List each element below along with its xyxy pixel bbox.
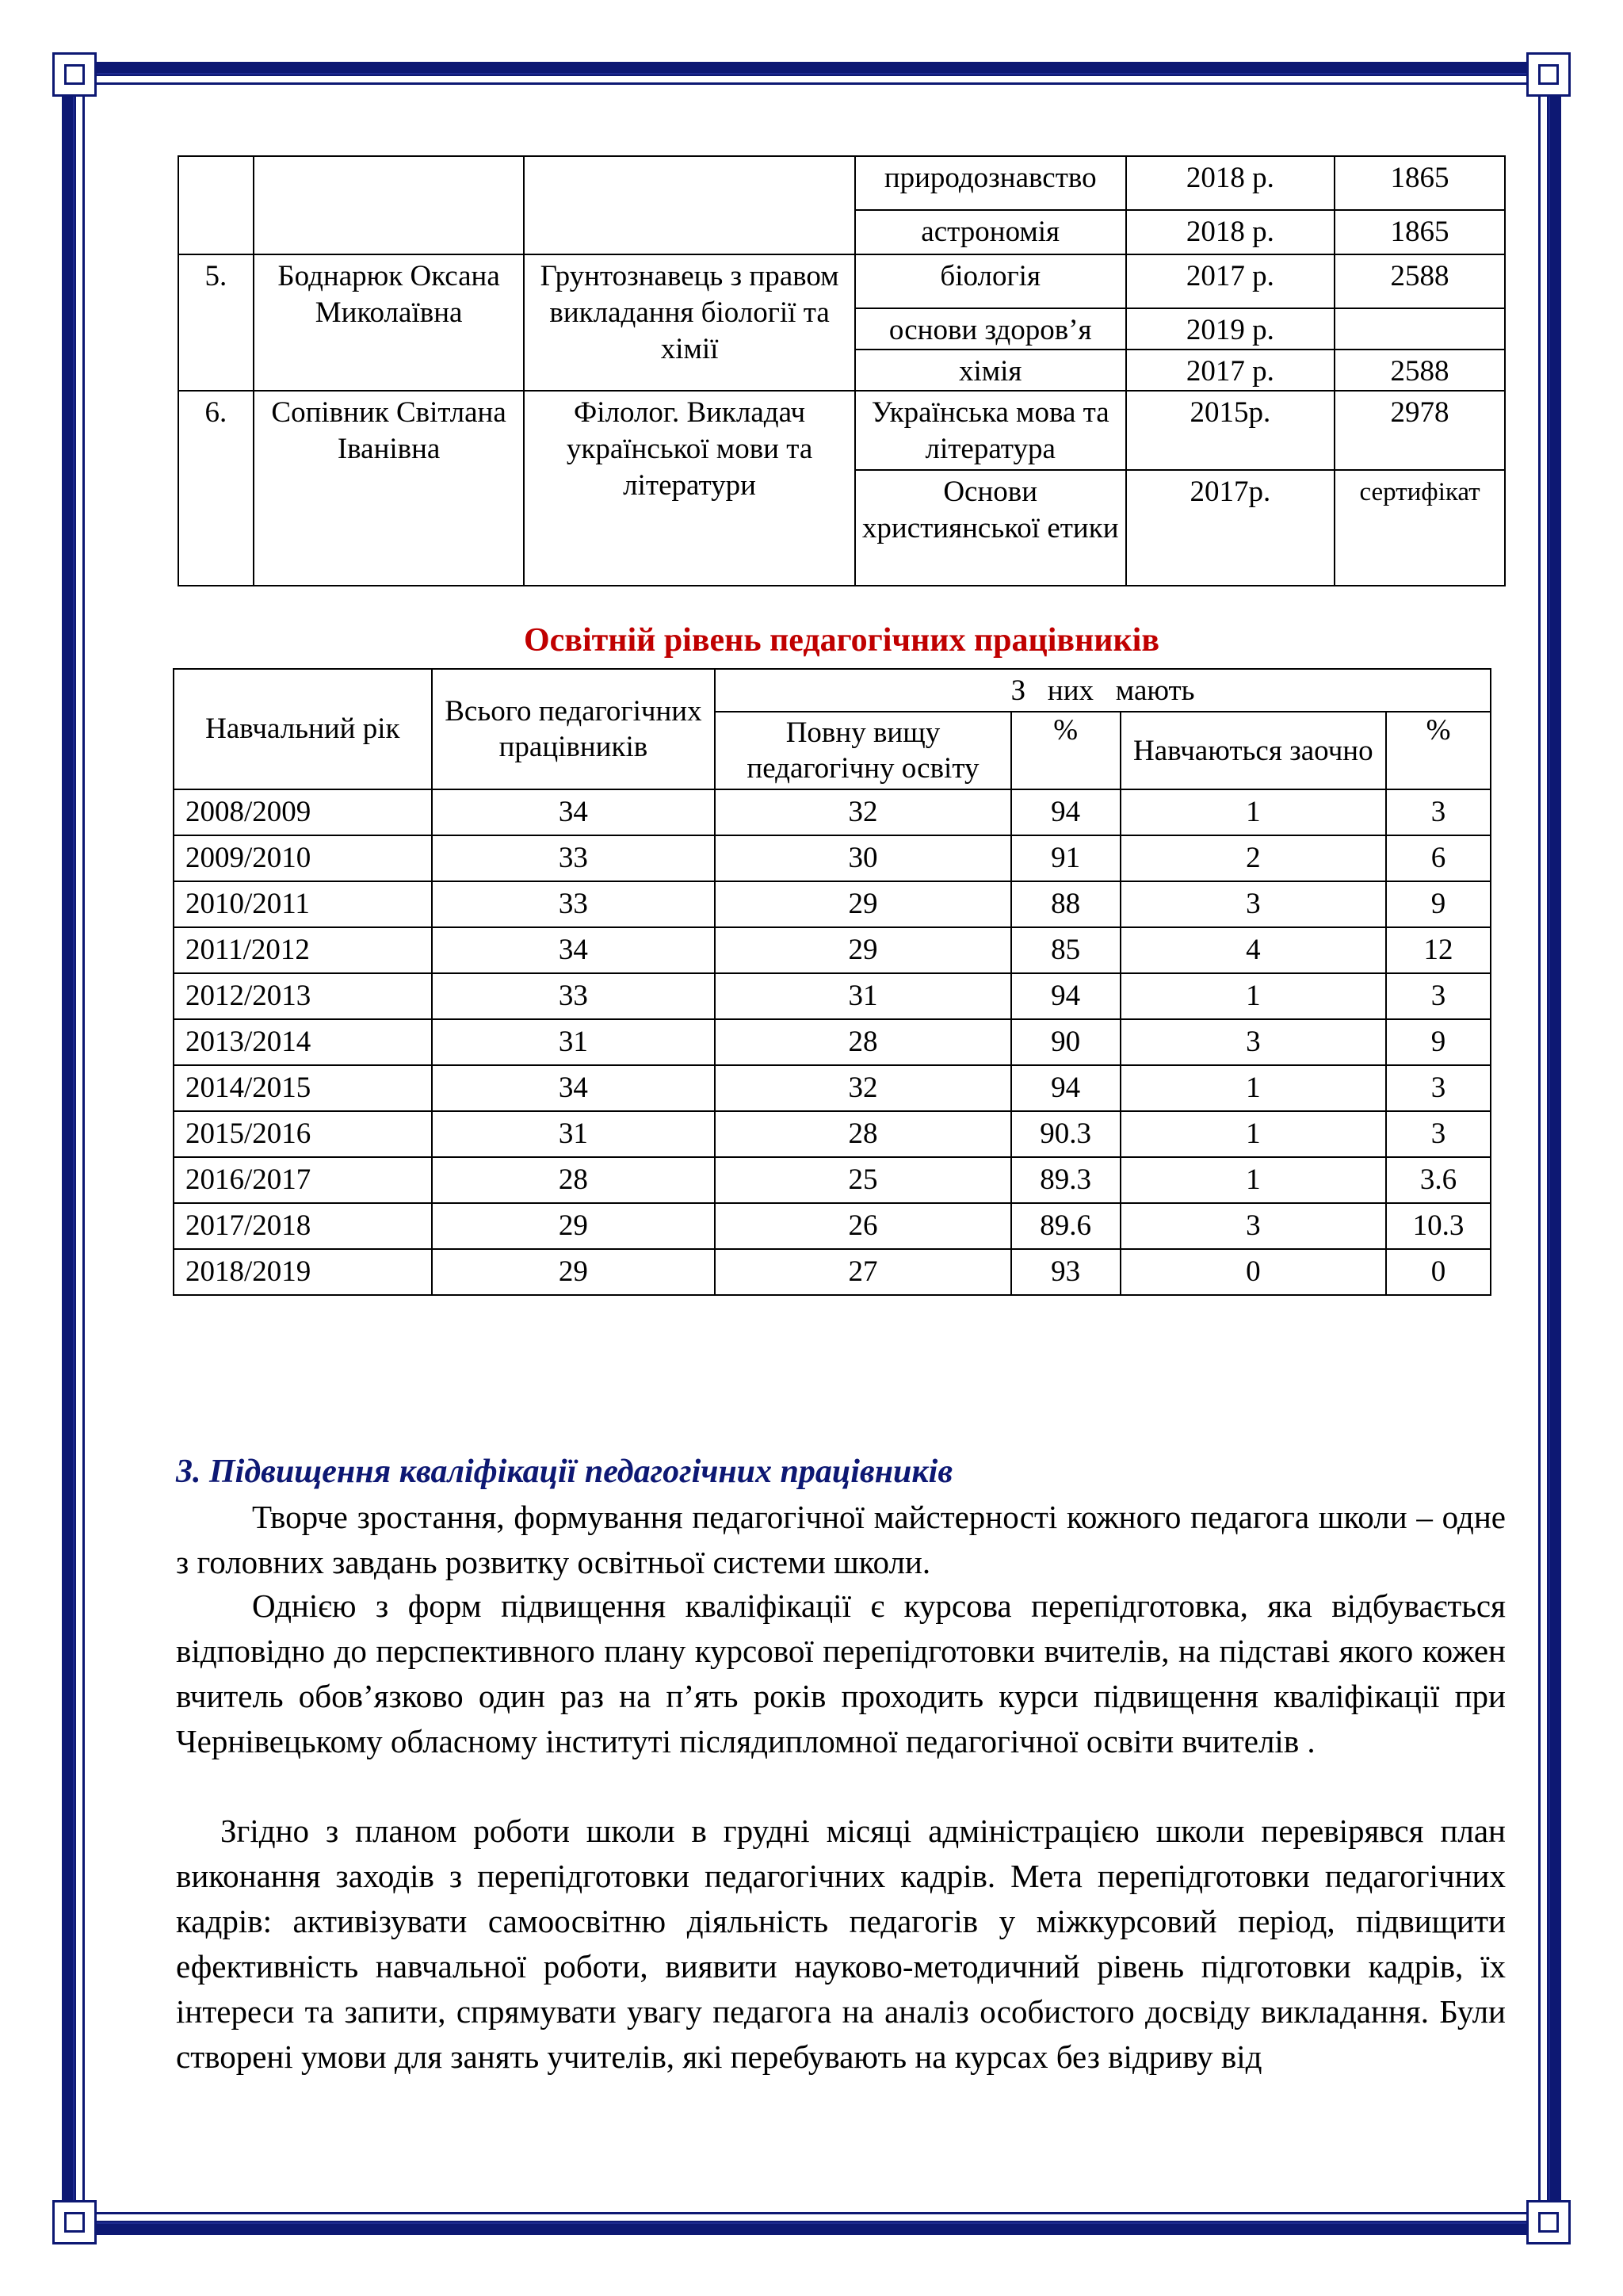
academic-year-cell: 2011/2012: [174, 927, 432, 973]
course-year: 2015р.: [1126, 391, 1335, 470]
academic-year-cell: 2016/2017: [174, 1157, 432, 1203]
table-cell: 27: [715, 1249, 1010, 1295]
table-row: [174, 1157, 1491, 1203]
certificate-number: сертифікат: [1335, 470, 1505, 586]
table-cell: 32: [715, 789, 1010, 835]
header-year: Навчальний рік: [174, 669, 432, 789]
course-subject: природознавство: [855, 156, 1126, 210]
table-cell: 33: [432, 881, 716, 927]
course-year: 2018 р.: [1126, 156, 1335, 210]
certificate-number: 2978: [1335, 391, 1505, 470]
certificate-number: 2588: [1335, 254, 1505, 308]
table-cell: 29: [432, 1249, 716, 1295]
certificate-number: 1865: [1335, 210, 1505, 254]
section-heading: 3. Підвищення кваліфікації педагогічних працівників: [176, 1454, 953, 1490]
course-subject: Українська мова та література: [855, 391, 1126, 470]
academic-year-cell: 2014/2015: [174, 1065, 432, 1111]
paragraph: Творче зростання, формування педагогічної майстерності кожного педагога школи – одне з головних завдань розвитку освітньої системи школи.: [176, 1499, 1506, 1580]
academic-year-cell: 2013/2014: [174, 1019, 432, 1065]
table-row: [174, 835, 1491, 881]
certificate-number: 1865: [1335, 156, 1505, 210]
teachers-table: [178, 155, 1506, 586]
table-cell: 34: [432, 789, 716, 835]
course-subject: астрономія: [855, 210, 1126, 254]
table-row: [174, 881, 1491, 927]
table-cell: 88: [1011, 881, 1121, 927]
header-percent: %: [1386, 712, 1491, 789]
table-row: [174, 1249, 1491, 1295]
table-cell: 3: [1386, 1111, 1491, 1157]
table-cell: 3: [1386, 789, 1491, 835]
table-cell: 0: [1121, 1249, 1387, 1295]
table-row: [178, 156, 1505, 210]
table-row: [174, 1019, 1491, 1065]
certificate-number: 2588: [1335, 350, 1505, 391]
header-distance-learning: Навчаються заочно: [1121, 712, 1387, 789]
course-year: 2017р.: [1126, 470, 1335, 586]
course-year: 2019 р.: [1126, 308, 1335, 350]
table-cell: 31: [432, 1111, 716, 1157]
table-cell: 1: [1121, 1111, 1387, 1157]
table-cell: 30: [715, 835, 1010, 881]
course-year: 2017 р.: [1126, 254, 1335, 308]
table-cell: 89.3: [1011, 1157, 1121, 1203]
course-subject: хімія: [855, 350, 1126, 391]
table-cell: 29: [715, 881, 1010, 927]
table-cell: 28: [715, 1111, 1010, 1157]
table-cell: 1: [1121, 973, 1387, 1019]
table-cell: 3: [1121, 1203, 1387, 1249]
table-cell: 25: [715, 1157, 1010, 1203]
teacher-name: Боднарюк Оксана Миколаївна: [254, 254, 525, 391]
teacher-qualification: Філолог. Викладач української мови та літератури: [524, 391, 854, 586]
table-cell: 6: [1386, 835, 1491, 881]
table-cell: 4: [1121, 927, 1387, 973]
table-cell: 1: [1121, 1157, 1387, 1203]
table-cell: 94: [1011, 973, 1121, 1019]
header-higher-education: Повну вищу педагогічну освіту: [715, 712, 1010, 789]
table-row: [174, 1065, 1491, 1111]
table-cell: 0: [1386, 1249, 1491, 1295]
table-row: [178, 254, 1505, 308]
table-cell: 31: [715, 973, 1010, 1019]
border-corner-ornament: [1526, 2200, 1571, 2244]
course-year: 2018 р.: [1126, 210, 1335, 254]
table-row: [178, 391, 1505, 470]
table-cell: 9: [1386, 1019, 1491, 1065]
table-title: Освітній рівень педагогічних працівників: [523, 622, 1160, 659]
table-cell: 34: [432, 927, 716, 973]
paragraph: Однією з форм підвищення кваліфікації є курсова перепідготовка, яка відбувається відповідно до перспективного плану курсової перепідготовки вчителів, на підставі якого кожен вчитель обов’язково один раз на п’ять років проходить курси підвищення кваліфікації при Чернівецькому обласному інституті післядипломної педагогічної освіти вчителів .: [176, 1587, 1506, 1759]
table-cell: 89.6: [1011, 1203, 1121, 1249]
header-percent: %: [1011, 712, 1121, 789]
table-cell: 12: [1386, 927, 1491, 973]
table-cell: 3: [1386, 1065, 1491, 1111]
table-cell: 26: [715, 1203, 1010, 1249]
header-total: Всього педагогічних працівників: [432, 669, 716, 789]
table-cell: 3: [1121, 1019, 1387, 1065]
table-row: [174, 789, 1491, 835]
teacher-number: 5.: [178, 254, 254, 391]
course-subject: основи здоров’я: [855, 308, 1126, 350]
teacher-name: Сопівник Світлана Іванівна: [254, 391, 525, 586]
academic-year-cell: 2018/2019: [174, 1249, 432, 1295]
table-row: [174, 1111, 1491, 1157]
teacher-name: [254, 156, 525, 254]
table-cell: 10.3: [1386, 1203, 1491, 1249]
teacher-qualification: [524, 156, 854, 254]
academic-year-cell: 2017/2018: [174, 1203, 432, 1249]
table-cell: 28: [432, 1157, 716, 1203]
academic-year-cell: 2008/2009: [174, 789, 432, 835]
header-of-them: З них мають: [715, 669, 1491, 712]
table-body: [174, 789, 1491, 1295]
table-cell: 3: [1121, 881, 1387, 927]
teacher-number: [178, 156, 254, 254]
table-row: [174, 973, 1491, 1019]
table-cell: 94: [1011, 789, 1121, 835]
table-cell: 1: [1121, 1065, 1387, 1111]
table-row: [174, 1203, 1491, 1249]
table-cell: 90: [1011, 1019, 1121, 1065]
table-cell: 9: [1386, 881, 1491, 927]
course-year: 2017 р.: [1126, 350, 1335, 391]
table-cell: 3.6: [1386, 1157, 1491, 1203]
table-cell: 34: [432, 1065, 716, 1111]
paragraph: Згідно з планом роботи школи в грудні місяці адміністрацією школи перевірявся план виконання заходів з перепідготовки педагогічних кадрів. Мета перепідготовки педагогічних кадрів: активізувати самоосвітню діяльність педагогів у міжкурсовий період, підвищити ефективність навчальної роботи, виявити науково-методичний рівень підготовки кадрів, їх інтереси та запити, спрямувати увагу педагога на аналіз особистого досвіду викладання. Були створені умови для занять учителів, які перебувають на курсах без відриву від: [176, 1813, 1506, 2075]
academic-year-cell: 2010/2011: [174, 881, 432, 927]
border-corner-ornament: [52, 52, 97, 97]
course-subject: Основи християнської етики: [855, 470, 1126, 586]
table-cell: 1: [1121, 789, 1387, 835]
border-corner-ornament: [1526, 52, 1571, 97]
table-cell: 32: [715, 1065, 1010, 1111]
table-cell: 91: [1011, 835, 1121, 881]
table-cell: 3: [1386, 973, 1491, 1019]
table-cell: 31: [432, 1019, 716, 1065]
table-cell: 93: [1011, 1249, 1121, 1295]
border-corner-ornament: [52, 2200, 97, 2244]
table-header-row: [174, 669, 1491, 712]
table-cell: 28: [715, 1019, 1010, 1065]
teacher-number: 6.: [178, 391, 254, 586]
academic-year-cell: 2015/2016: [174, 1111, 432, 1157]
table-cell: 33: [432, 835, 716, 881]
table-cell: 90.3: [1011, 1111, 1121, 1157]
table-cell: 33: [432, 973, 716, 1019]
certificate-number: [1335, 308, 1505, 350]
table-cell: 29: [715, 927, 1010, 973]
academic-year-cell: 2012/2013: [174, 973, 432, 1019]
table-cell: 94: [1011, 1065, 1121, 1111]
table-cell: 29: [432, 1203, 716, 1249]
course-subject: біологія: [855, 254, 1126, 308]
academic-year-cell: 2009/2010: [174, 835, 432, 881]
teacher-qualification: Грунтознавець з правом викладання біології та хімії: [524, 254, 854, 391]
table-cell: 85: [1011, 927, 1121, 973]
table-cell: 2: [1121, 835, 1387, 881]
table-row: [174, 927, 1491, 973]
education-level-table: [173, 668, 1491, 1296]
